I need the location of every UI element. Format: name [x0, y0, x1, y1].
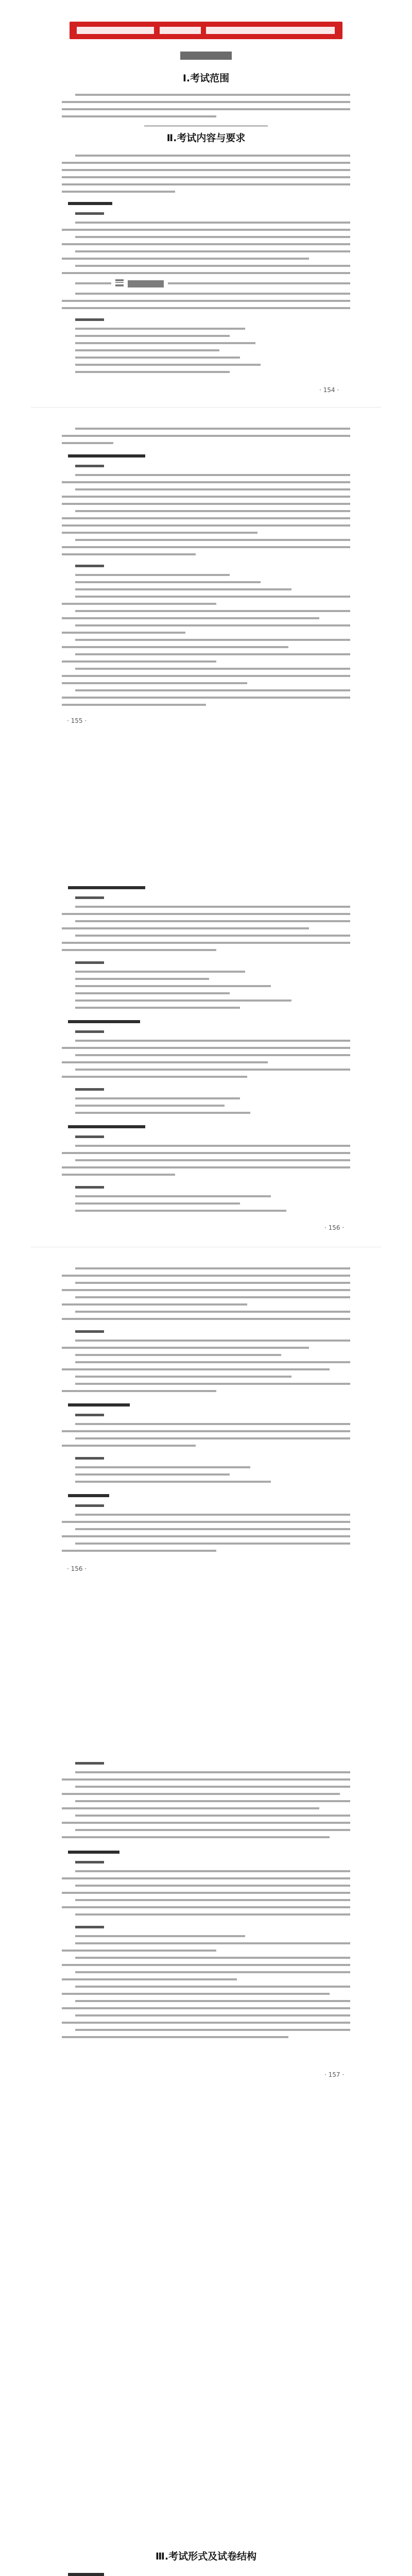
text-line [75, 906, 350, 908]
text-line [62, 1368, 330, 1370]
subsection-heading [68, 1020, 140, 1023]
text-line [75, 1829, 350, 1831]
text-line [62, 1430, 350, 1432]
text-line [75, 639, 350, 641]
text-line [62, 1152, 350, 1154]
text-line [62, 1174, 175, 1176]
text-line [62, 1289, 350, 1291]
text-line [62, 553, 196, 555]
text-line [75, 596, 350, 598]
subsection-heading [68, 2573, 104, 2576]
text-line [75, 1376, 291, 1378]
text-line [62, 1535, 350, 1537]
subsection-label [75, 465, 104, 467]
subsection-heading [68, 1403, 130, 1406]
text-line [75, 1437, 350, 1439]
text-line [75, 1423, 350, 1425]
page-3-content [62, 1762, 350, 2576]
page-separator [31, 407, 381, 408]
page-4 [0, 2550, 412, 2576]
text-line [75, 588, 291, 590]
subsection-label [75, 212, 104, 215]
text-line [62, 1445, 196, 1447]
text-line [62, 1275, 350, 1277]
text-line [62, 1303, 247, 1306]
page-1 [0, 0, 412, 876]
text-line [62, 1318, 350, 1320]
text-line [75, 1040, 350, 1042]
text-line [75, 1159, 350, 1161]
text-line [62, 603, 216, 605]
text-line [75, 474, 350, 476]
text-line [62, 1778, 350, 1781]
text-line [75, 364, 261, 366]
subsection-heading [68, 1851, 119, 1854]
text-line [75, 1473, 230, 1476]
subsection-label [75, 1414, 104, 1416]
text-line [62, 307, 350, 309]
text-line [75, 1311, 350, 1313]
text-line [62, 682, 247, 684]
text-line [75, 1528, 350, 1530]
text-line [62, 1993, 330, 1995]
text-line [62, 496, 350, 498]
text-line [62, 1347, 309, 1349]
text-line [75, 2029, 350, 2031]
text-line [62, 300, 350, 302]
text-line [75, 999, 291, 1002]
text-line [62, 1906, 350, 1908]
formula [128, 280, 164, 287]
text-line [62, 942, 350, 944]
text-line [75, 1815, 350, 1817]
subsection-heading [68, 1494, 109, 1497]
formula-fraction [115, 279, 124, 286]
subsection-label [75, 896, 104, 899]
page-3 [0, 1752, 412, 2576]
text-line [75, 1054, 350, 1056]
text-line [62, 2036, 288, 2038]
text-line [62, 1047, 350, 1049]
text-line [62, 1166, 350, 1168]
text-line [75, 371, 230, 373]
text-line [62, 1390, 216, 1392]
text-line [62, 913, 350, 915]
text-line [75, 1105, 225, 1107]
text-line [62, 646, 288, 648]
text-line [75, 1935, 245, 1937]
text-line [75, 335, 230, 337]
text-line [75, 1007, 240, 1009]
text-line [75, 1195, 271, 1197]
text-line [62, 1892, 350, 1894]
text-line [75, 985, 271, 987]
text-line [75, 1870, 350, 1872]
text-line [62, 1964, 350, 1966]
text-line [62, 532, 258, 534]
text-line [75, 1885, 350, 1887]
page-number: · 155 · [67, 717, 87, 724]
text-line [75, 428, 350, 430]
text-line [62, 503, 350, 505]
text-line [62, 1061, 268, 1063]
subsection-label [75, 565, 104, 567]
text-line [62, 435, 350, 437]
text-line [75, 1913, 350, 1916]
text-line [75, 1514, 350, 1516]
text-line [62, 169, 350, 171]
text-line [75, 488, 350, 490]
text-line [62, 927, 309, 929]
text-line [75, 978, 209, 980]
text-line [62, 1822, 350, 1824]
subsection-label [75, 1762, 104, 1765]
page-number: · 157 · [324, 2071, 345, 2078]
subsection-label [75, 1861, 104, 1863]
text-line [75, 574, 230, 576]
subsection-label [75, 1330, 104, 1333]
text-line [62, 1550, 216, 1552]
text-line [75, 1145, 350, 1147]
text-line [75, 328, 245, 330]
text-line [75, 1112, 250, 1114]
text-line [62, 697, 350, 699]
text-line [75, 971, 245, 973]
subsection-label [75, 1186, 104, 1189]
text-line [62, 1978, 237, 1980]
text-line [75, 1899, 350, 1901]
text-line [62, 162, 350, 164]
text-line [62, 1836, 330, 1838]
text-line [75, 1543, 350, 1545]
page-2 [0, 876, 412, 1752]
subsection-label [75, 1030, 104, 1033]
text-line [75, 689, 350, 691]
text-line [75, 265, 350, 267]
subject-title [180, 52, 232, 60]
text-line [62, 183, 350, 185]
text-line [62, 176, 350, 178]
text-line [62, 115, 216, 117]
text-line [75, 1800, 350, 1802]
subsection-label [75, 1926, 104, 1928]
text-line [62, 1950, 216, 1952]
text-line [62, 1793, 340, 1795]
text-line [75, 1481, 271, 1483]
text-line [62, 949, 216, 951]
text-line [75, 610, 350, 612]
page-1-content [62, 72, 350, 876]
text-line [75, 2000, 350, 2002]
text-line [75, 1971, 350, 1973]
text-line [75, 668, 350, 670]
page-2-content [62, 886, 350, 1736]
text-line [75, 1771, 350, 1773]
text-line [62, 704, 206, 706]
subsection-label [75, 1088, 104, 1091]
subsection-label [75, 1504, 104, 1507]
text-line [62, 191, 175, 193]
text-line [75, 1340, 350, 1342]
text-line [75, 992, 230, 994]
text-line [75, 236, 350, 238]
subsection-heading [68, 1125, 145, 1128]
text-line [75, 1957, 350, 1959]
text-line [75, 539, 350, 541]
subsection-label [75, 961, 104, 964]
section-title-content: Ⅱ.考试内容与要求 [166, 132, 246, 144]
text-line [75, 581, 261, 583]
text-line [62, 2007, 350, 2009]
text-line [62, 660, 216, 663]
text-line [75, 1282, 350, 1284]
text-line [75, 349, 219, 351]
text-line [62, 258, 309, 260]
text-line [75, 222, 350, 224]
text-line [75, 1942, 350, 1944]
text-line [75, 1267, 350, 1269]
text-line [62, 101, 350, 103]
text-line [75, 1383, 350, 1385]
text-line [75, 935, 350, 937]
text-line [75, 94, 350, 96]
text-line [75, 653, 350, 655]
subsection-label [75, 318, 104, 321]
text-line [75, 1296, 350, 1298]
section-title-scope: Ⅰ.考试范围 [182, 73, 230, 84]
text-line [75, 920, 350, 922]
subsection-label [75, 1136, 104, 1138]
text-line [62, 1076, 247, 1078]
header-banner [70, 22, 342, 39]
text-line [75, 1202, 240, 1205]
text-line [75, 293, 350, 295]
text-line [75, 624, 350, 626]
text-line [75, 155, 350, 157]
text-line [75, 357, 240, 359]
text-line [62, 442, 113, 444]
text-line [62, 1807, 319, 1809]
subsection-heading [68, 454, 145, 457]
text-line [62, 675, 350, 677]
text-line [75, 342, 255, 344]
text-line [62, 1877, 350, 1879]
section-title-format: Ⅲ.考试形式及试卷结构 [155, 2551, 257, 2562]
text-line [62, 517, 350, 519]
page-4-content [62, 2550, 350, 2576]
text-line [62, 108, 350, 110]
page-number: · 156 · [67, 1565, 87, 1572]
text-line [62, 481, 350, 483]
text-line [75, 1097, 240, 1099]
text-line [62, 1521, 350, 1523]
subsection-label [75, 1457, 104, 1460]
text-line [62, 546, 350, 548]
text-line [75, 1466, 250, 1468]
text-line [75, 1361, 350, 1363]
page-number: · 156 · [324, 1224, 345, 1231]
text-line [75, 2014, 350, 2016]
text-line [62, 632, 185, 634]
subsection-heading [68, 886, 145, 889]
text-line [75, 1354, 281, 1356]
subsection-heading [68, 202, 112, 205]
text-line [62, 2022, 350, 2024]
text-line [62, 617, 319, 619]
text-line [62, 272, 350, 274]
text-line [75, 282, 111, 284]
text-line [62, 243, 350, 245]
text-line [75, 510, 350, 512]
text-line [62, 229, 350, 231]
text-line [75, 1786, 350, 1788]
text-line [75, 1069, 350, 1071]
text-line [75, 1210, 286, 1212]
text-line [75, 1986, 350, 1988]
text-line [62, 524, 350, 527]
text-line [168, 282, 350, 284]
page-number: · 154 · [319, 386, 339, 394]
text-line [75, 250, 350, 252]
